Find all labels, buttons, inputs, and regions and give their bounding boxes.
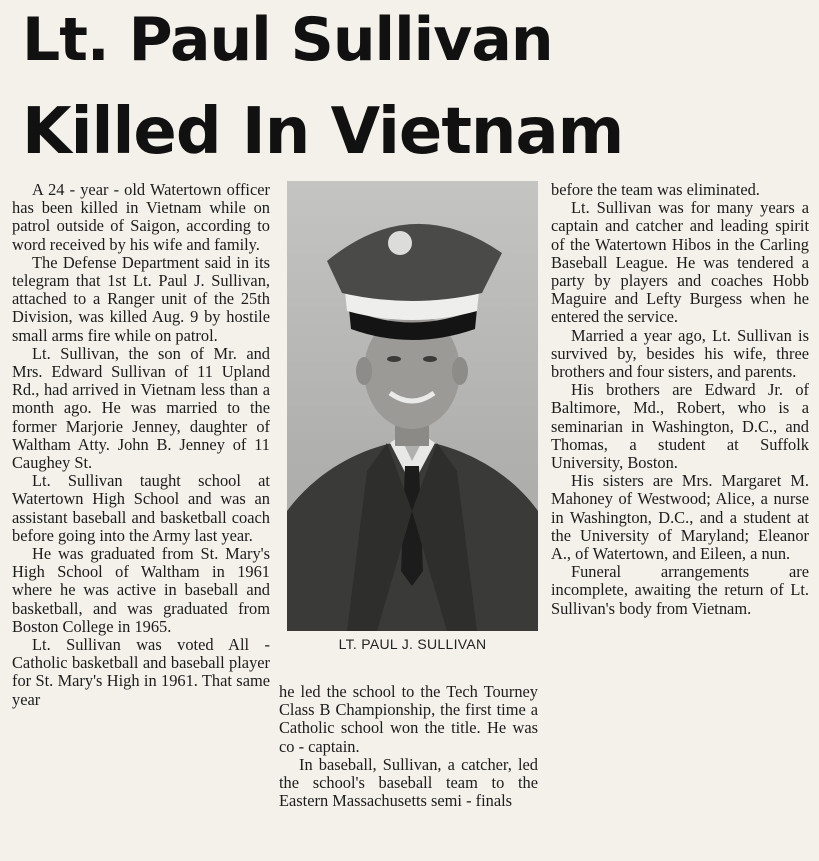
paragraph: Lt. Sullivan was for many years a captain and catcher and leading spirit of the Watertown Hibos in the Carling Baseball League. He was tendered a party by players and coaches Hobb Maguire and Lefty Burgess when he entered the service.	[551, 198, 809, 327]
paragraph: The Defense Department said in its telegram that 1st Lt. Paul J. Sullivan, attached to a Ranger unit of the 25th Division, was killed Aug. 9 by hostile small arms fire while on patrol.	[12, 252, 270, 345]
paragraph: he led the school to the Tech Tourney Class B Championship, the first time a Catholic school won the title. He was co - captain.	[279, 682, 538, 756]
headline-line-2: Killed In Vietnam	[22, 95, 624, 169]
paragraph: He was graduated from St. Mary's High School of Waltham in 1961 where he was active in baseball and basketball, and was graduated from Boston College in 1965.	[12, 544, 270, 636]
article-column-1	[12, 181, 270, 709]
paragraph: His brothers are Edward Jr. of Baltimore, Md., Robert, who is a seminarian in Washington, D.C., and Thomas, a student at Suffolk University, Boston.	[551, 380, 809, 473]
portrait-photo	[287, 181, 538, 631]
paragraph: Married a year ago, Lt. Sullivan is survived by, besides his wife, three brothers and four sisters, and parents.	[551, 325, 809, 382]
paragraph: Funeral arrangements are incomplete, awaiting the return of Lt. Sullivan's body from Vietnam.	[551, 562, 809, 618]
paragraph: Lt. Sullivan was voted All - Catholic basketball and baseball player for St. Mary's High in 1961. That same year	[12, 635, 270, 709]
paragraph: before the team was eliminated.	[551, 180, 760, 199]
paragraph: A 24 - year - old Watertown officer has been killed in Vietnam while on patrol outside of Saigon, according to word received by his wife and family.	[12, 180, 270, 254]
photo-caption: LT. PAUL J. SULLIVAN	[338, 636, 487, 652]
paragraph: Lt. Sullivan taught school at Watertown High School and was an assistant baseball and basketball coach before going into the Army last year.	[12, 471, 270, 545]
article-column-3	[551, 181, 809, 618]
headline-line-1: Lt. Paul Sullivan	[22, 5, 553, 75]
paragraph: His sisters are Mrs. Margaret M. Mahoney of Westwood; Alice, a nurse in Washington, D.C., and a student at the University of Maryland; Eleanor A., of Watertown, and Eileen, a nun.	[551, 471, 809, 564]
portrait-figure	[287, 181, 538, 631]
paragraph: Lt. Sullivan, the son of Mr. and Mrs. Edward Sullivan of 11 Upland Rd., had arrived in Vietnam less than a month ago. He was married to the former Marjorie Jenney, daughter of Waltham Atty. John B. Jenney of 11 Caughey St.	[12, 343, 270, 473]
article-column-2	[279, 683, 538, 810]
paragraph: In baseball, Sullivan, a catcher, led the school's baseball team to the Eastern Massachusetts semi - finals	[279, 754, 538, 811]
